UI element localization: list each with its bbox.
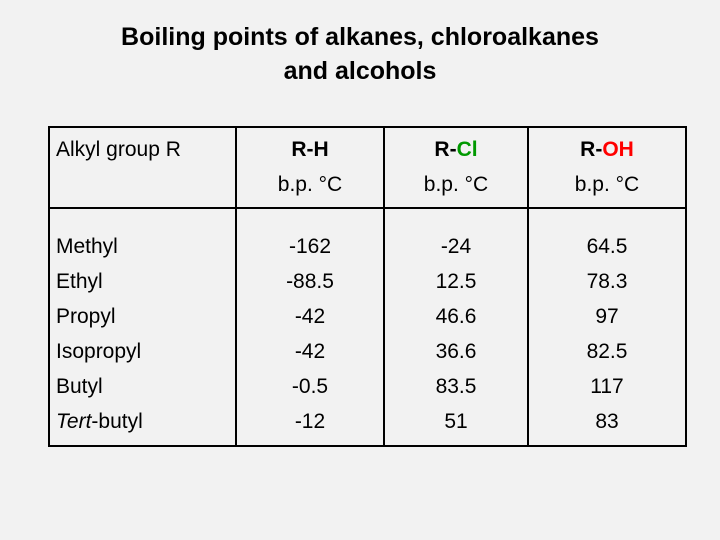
rh-bp-column [237, 229, 383, 439]
alkyl-group-name: Methyl [56, 235, 118, 258]
roh-bp-value: 117 [590, 375, 624, 398]
roh-bp-value: 97 [595, 305, 619, 328]
rcl-bp-column [385, 229, 527, 439]
rh-bp-value: -162 [288, 235, 332, 258]
alkyl-group-name: Butyl [56, 375, 103, 398]
rh-bp-value: -0.5 [291, 375, 329, 398]
header-rcl-formula: R-Cl [434, 138, 478, 161]
rcl-bp-value: 51 [444, 410, 468, 433]
roh-bp-value: 64.5 [586, 235, 628, 258]
rcl-bp-value: 36.6 [435, 340, 477, 363]
rcl-bp-value: 46.6 [435, 305, 477, 328]
header-rh [237, 132, 383, 202]
rh-bp-value: -88.5 [286, 270, 334, 293]
rcl-bp-value: 83.5 [435, 375, 477, 398]
roh-bp-column [529, 229, 685, 439]
roh-bp-value: 78.3 [586, 270, 628, 293]
rcl-bp-value: 12.5 [435, 270, 477, 293]
slide-title [0, 20, 720, 88]
rcl-bp-value: -24 [440, 235, 472, 258]
rh-group-label: H [313, 138, 329, 161]
header-rh-formula: R-H [291, 138, 329, 161]
title-line-1: Boiling points of alkanes, chloroalkanes [121, 23, 599, 51]
alkyl-group-name: Ethyl [56, 270, 103, 293]
alkyl-group-name: Isopropyl [56, 340, 142, 363]
header-roh [529, 132, 685, 202]
header-alkyl-group: Alkyl group R [56, 138, 181, 161]
header-roh-formula: R-OH [580, 138, 634, 161]
roh-group-label: OH [602, 138, 634, 161]
roh-bp-value: 83 [595, 410, 619, 433]
header-rcl [385, 132, 527, 202]
alkyl-group-name: Tert-butyl [56, 410, 143, 433]
boiling-points-table [48, 126, 687, 447]
roh-bp-value: 82.5 [586, 340, 628, 363]
header-roh-unit: b.p. °C [574, 173, 640, 196]
header-divider [50, 207, 685, 209]
header-rh-unit: b.p. °C [277, 173, 343, 196]
rh-bp-value: -12 [294, 410, 326, 433]
alkyl-group-name: Propyl [56, 305, 116, 328]
rh-bp-value: -42 [294, 305, 326, 328]
title-line-2: and alcohols [283, 57, 437, 85]
tert-prefix: Tert [56, 410, 92, 433]
rcl-group-label: Cl [456, 138, 478, 161]
rh-bp-value: -42 [294, 340, 326, 363]
header-rcl-unit: b.p. °C [423, 173, 489, 196]
alkyl-group-column [56, 229, 143, 439]
